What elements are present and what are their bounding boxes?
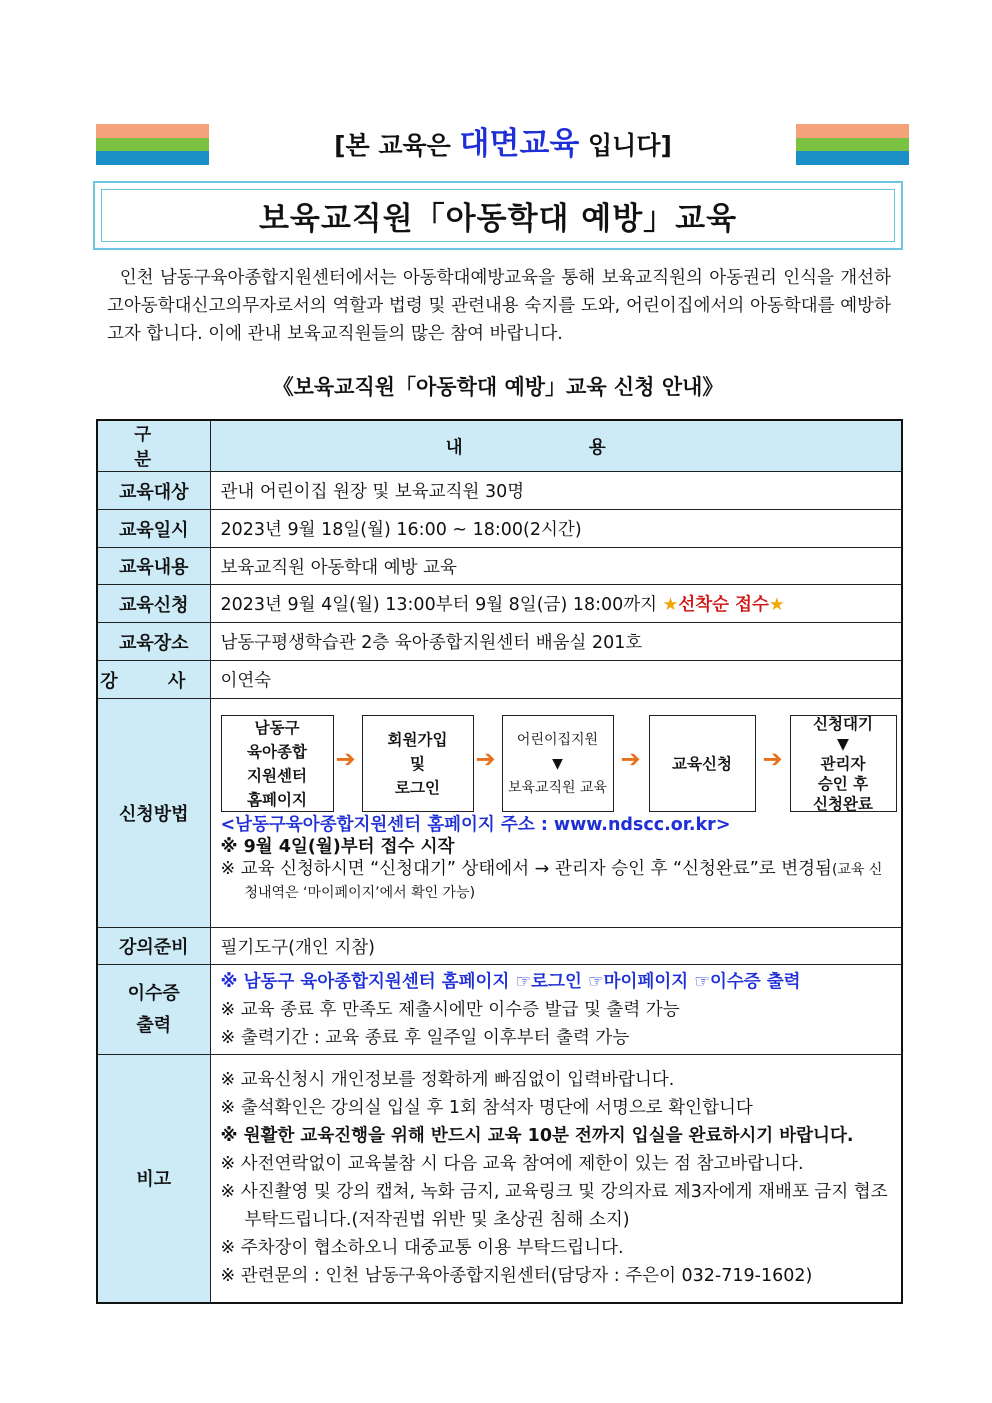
table-row: [97, 472, 902, 510]
application-start: ※ 9월 4일(월)부터 접수 시작: [220, 837, 455, 857]
table-row: [97, 623, 902, 661]
arrow-right-icon: ➔: [335, 745, 356, 773]
arrow-right-icon: ➔: [475, 745, 496, 773]
flow-step-login: 회원가입 및 로그인: [362, 715, 474, 812]
row-label: 교육장소: [97, 623, 210, 661]
intro-paragraph: 인천 남동구육아종합지원센터에서는 아동학대예방교육을 통해 보육교직원의 아동권리 인식을 개선하고아동학대신고의무자로서의 역할과 법령 및 관련내용 숙지를 도와, 어린이집에서의 아동학대를 예방하고자 합니다. 이에 관내 보육교직원들의 많은 참여 바랍니다.: [107, 268, 891, 344]
row-label: 강의준비: [97, 928, 210, 965]
page-title: 보육교직원「아동학대 예방」교육: [258, 201, 738, 237]
row-label: 이수증 출력: [97, 965, 210, 1055]
row-value: 보육교직원 아동학대 예방 교육: [210, 548, 902, 585]
row-value: 이연숙: [210, 661, 902, 699]
row-value: 관내 어린이집 원장 및 보육교직원 30명: [210, 472, 902, 510]
remark-item: ※ 원활한 교육진행을 위해 반드시 교육 10분 전까지 입실을 완료하시기 바랍니다.: [220, 1126, 854, 1147]
table-row: [97, 928, 902, 965]
decorative-stripes-right: [796, 124, 909, 165]
row-value: 2023년 9월 4일(월) 13:00부터 9월 8일(금) 18:00까지 ★선착순 접수★: [210, 585, 902, 623]
row-label: 교육내용: [97, 548, 210, 585]
row-label: 강 사: [97, 661, 210, 699]
table-row: [97, 585, 902, 623]
row-label: 교육신청: [97, 585, 210, 623]
certificate-steps: ※ 남동구 육아종합지원센터 홈페이지 ☞로그인 ☞마이페이지 ☞이수증 출력: [220, 971, 801, 992]
apply-method-row: [97, 699, 902, 928]
arrow-right-icon: ➔: [620, 745, 641, 773]
row-value: 2023년 9월 18일(월) 16:00 ~ 18:00(2시간): [210, 510, 902, 548]
remark-item: ※ 출석확인은 강의실 입실 후 1회 참석자 명단에 서명으로 확인합니다: [220, 1098, 753, 1119]
table-row: [97, 510, 902, 548]
certificate-period: ※ 출력기간 : 교육 종료 후 일주일 이후부터 출력 가능: [220, 1027, 630, 1048]
flow-step-homepage: 남동구 육아종합 지원센터 홈페이지: [221, 715, 334, 812]
row-value: [210, 1055, 902, 1303]
header-content: 내 용: [210, 420, 902, 472]
in-person-notice: [본 교육은 대면교육 입니다]: [334, 126, 672, 162]
flow-step-complete: 신청대기 ▼ 관리자 승인 후 신청완료: [790, 715, 897, 812]
info-table: [96, 419, 903, 1304]
remark-item: ※ 관련문의 : 인천 남동구육아종합지원센터(담당자 : 주은이 032-719-1602): [220, 1266, 813, 1287]
flow-step-apply: 교육신청: [649, 715, 756, 812]
star-icon: ★: [662, 595, 679, 615]
title-box: [93, 181, 903, 250]
homepage-address: <남동구육아종합지원센터 홈페이지 주소 : www.ndscc.or.kr>: [220, 815, 731, 835]
row-value: [210, 965, 902, 1055]
table-row: [97, 661, 902, 699]
decorative-stripes-left: [96, 124, 209, 165]
application-note: ※ 교육 신청하시면 “신청대기” 상태에서 → 관리자 승인 후 “신청완료”로 변경됨(교육 신청내역은 ‘마이페이지’에서 확인 가능): [220, 859, 883, 901]
remark-item: ※ 주차장이 협소하오니 대중교통 이용 부탁드립니다.: [220, 1238, 624, 1259]
row-value: 필기도구(개인 지참): [210, 928, 902, 965]
row-label: 비고: [97, 1055, 210, 1303]
first-come-badge: 선착순 접수: [678, 595, 769, 615]
remarks-row: [97, 1055, 902, 1303]
star-icon: ★: [768, 595, 785, 615]
table-row: [97, 548, 902, 585]
apply-flow: [221, 705, 892, 813]
certificate-note: ※ 교육 종료 후 만족도 제출시에만 이수증 발급 및 출력 가능: [220, 999, 680, 1020]
row-label: 교육대상: [97, 472, 210, 510]
row-label: 신청방법: [97, 699, 210, 928]
row-value: [210, 699, 902, 928]
certificate-row: [97, 965, 902, 1055]
remark-item: ※ 사진촬영 및 강의 캡쳐, 녹화 금지, 교육링크 및 강의자료 제3자에게 재배포 금지 협조부탁드립니다.(저작권법 위반 및 초상권 침해 소지): [220, 1182, 888, 1231]
section-subtitle: 《보육교직원「아동학대 예방」교육 신청 안내》: [272, 375, 724, 399]
row-value: 남동구평생학습관 2층 육아종합지원센터 배움실 201호: [210, 623, 902, 661]
remark-item: ※ 교육신청시 개인정보를 정확하게 빠짐없이 입력바랍니다.: [220, 1070, 675, 1091]
in-person-highlight: 대면교육: [459, 126, 580, 162]
row-label: 교육일시: [97, 510, 210, 548]
header-category: 구 분: [97, 420, 210, 472]
arrow-right-icon: ➔: [762, 745, 783, 773]
table-header-row: [97, 420, 902, 472]
flow-step-support: 어린이집지원 ▼ 보육교직원 교육: [502, 715, 614, 812]
remark-item: ※ 사전연락없이 교육불참 시 다음 교육 참여에 제한이 있는 점 참고바랍니다.: [220, 1154, 804, 1175]
